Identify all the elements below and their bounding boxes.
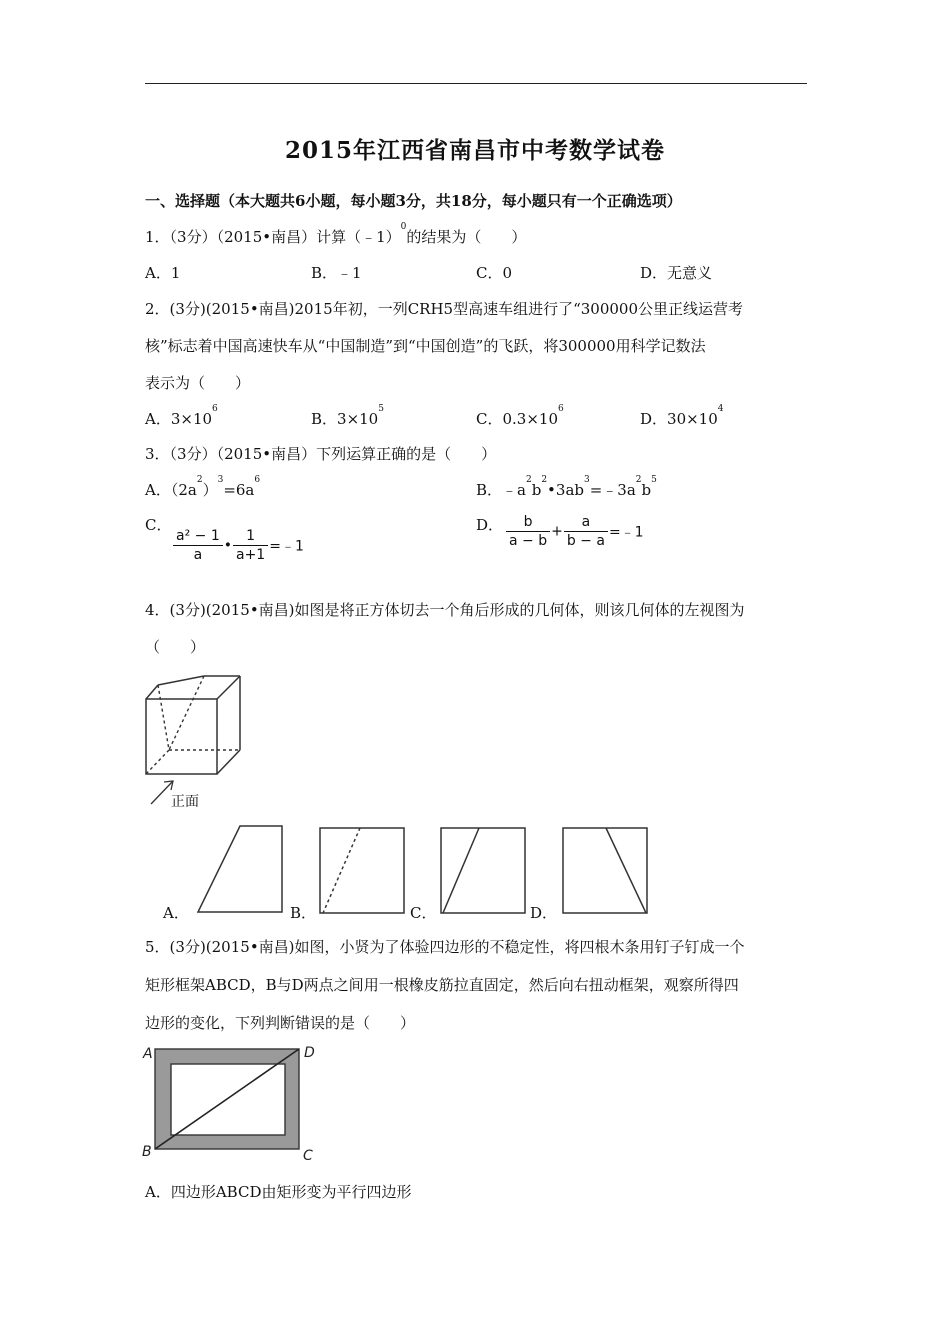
- q4-cube-figure: [140, 668, 260, 813]
- q5-line-1: 5．(3分)(2015•南昌)如图，小贤为了体验四边形的不稳定性，将四根木条用钉子钉成一个: [145, 938, 745, 956]
- q4-option-b-label: B．: [290, 904, 317, 922]
- q4-option-c-label: C．: [410, 904, 437, 922]
- q3-option-c-expression: $\frac{\text{a² − 1}}{a}$ • $\frac{1}{a+1}$ =﹣1: [172, 528, 304, 563]
- q3-option-d-expression: $\frac{b}{a - b}$ + $\frac{a}{b - a}$ =﹣1: [505, 514, 644, 549]
- q3-stem: 3．（3分）（2015•南昌）下列运算正确的是（ ）: [145, 445, 497, 463]
- q4-option-a-label: A．: [163, 904, 189, 922]
- page-title: 2015年江西省南昌市中考数学试卷: [284, 137, 665, 164]
- section-heading: 一、选择题（本大题共6小题，每小题3分，共18分，每小题只有一个正确选项）: [145, 192, 682, 210]
- q1-option-c: C．0: [476, 264, 513, 282]
- q1-stem: 1．（3分）（2015•南昌）计算（﹣1）$^0$的结果为（ ）: [145, 222, 527, 246]
- q1-option-d: D．无意义: [640, 264, 713, 282]
- header-rule: [145, 83, 807, 84]
- q3-option-c-label: C．: [145, 516, 172, 534]
- fraction: $\frac{1}{a+1}$: [233, 528, 268, 563]
- q2-line-3: 表示为（ ）: [145, 374, 251, 392]
- q1-option-b: B．﹣1: [311, 264, 362, 282]
- q2-option-b: B．$3\times 10^5$: [311, 404, 384, 428]
- q5-line-3: 边形的变化，下列判断错误的是（ ）: [145, 1014, 416, 1032]
- vertex-a-label: A: [143, 1046, 153, 1062]
- q4-option-d-figure: [561, 826, 651, 916]
- q4-option-a-figure: [195, 824, 287, 916]
- q4-line-2: （ ）: [145, 638, 206, 656]
- q2-option-c: C．$0.3\times 10^6$: [476, 404, 564, 428]
- q5-frame-figure: [140, 1040, 325, 1165]
- fraction: $\frac{b}{a - b}$: [506, 514, 550, 549]
- vertex-b-label: B: [142, 1144, 152, 1160]
- q2-line-2: 核”标志着中国高速快车从“中国制造”到“中国创造”的飞跃，将300000用科学记数法: [145, 337, 706, 355]
- q4-option-c-figure: [439, 826, 529, 916]
- q2-line-1: 2．(3分)(2015•南昌)2015年初，一列CRH5型高速车组进行了“300000公里正线运营考: [145, 300, 744, 318]
- fraction: $\frac{a}{b - a}$: [564, 514, 608, 549]
- q2-option-d: D．$30\times 10^4$: [640, 404, 724, 428]
- vertex-d-label: D: [304, 1045, 315, 1061]
- q3-option-b: B．$﹣a^2b^2•3ab^3=﹣3a^2b^5$: [476, 475, 657, 499]
- q5-option-a: A．四边形ABCD由矩形变为平行四边形: [145, 1183, 412, 1201]
- q2-option-a: A．$3\times 10^6$: [145, 404, 218, 428]
- q1-option-a: A．1: [145, 264, 181, 282]
- q4-option-d-label: D．: [530, 904, 558, 922]
- front-label: 正面: [171, 794, 199, 810]
- q3-option-a: A．$(2a^2)^3=6a^6$: [145, 475, 261, 499]
- q3-option-d-label: D．: [476, 516, 504, 534]
- fraction: $\frac{\text{a² − 1}}{a}$: [173, 528, 223, 563]
- q4-option-b-figure: [318, 826, 408, 916]
- vertex-c-label: C: [303, 1148, 313, 1164]
- q4-line-1: 4．(3分)(2015•南昌)如图是将正方体切去一个角后形成的几何体，则该几何体的左视图为: [145, 601, 745, 619]
- q5-line-2: 矩形框架ABCD，B与D两点之间用一根橡皮筋拉直固定，然后向右扭动框架，观察所得四: [145, 976, 739, 994]
